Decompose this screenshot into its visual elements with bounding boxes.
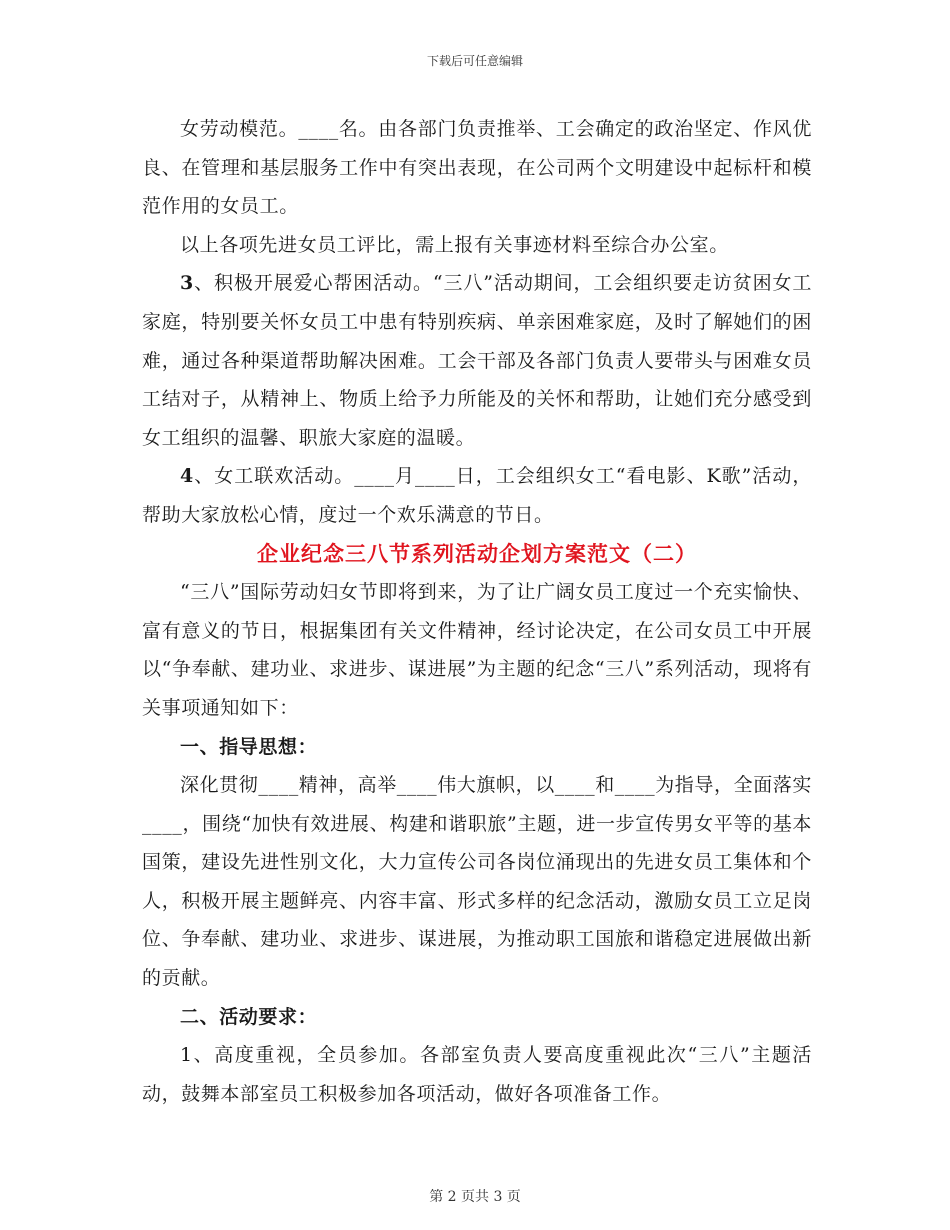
- paragraph-text: 、积极开展爱心帮困活动。“三八”活动期间，工会组织要走访贫困女工家庭，特别要关怀女员工中患有特别疾病、单亲困难家庭，及时了解她们的困难，通过各种渠道帮助解决困难。工会干部及各部门负责人要带头与困难女员工结对子，从精神上、物质上给予力所能及的关怀和帮助，让她们充分感受到女工组织的温馨、职旅大家庭的温暖。: [142, 272, 812, 449]
- section-heading: [142, 998, 812, 1037]
- section-heading: [142, 728, 812, 767]
- page-header: 下载后可任意编辑: [426, 54, 523, 68]
- body-paragraph: 女劳动模范。____名。由各部门负责推举、工会确定的政治坚定、作风优良、在管理和基层服务工作中有突出表现，在公司两个文明建设中起标杆和模范作用的女员工。: [142, 118, 812, 218]
- body-paragraph: 1、高度重视，全员参加。各部室负责人要高度重视此次“三八”主题活动，鼓舞本部室员工积极参加各项活动，做好各项准备工作。: [142, 1044, 812, 1105]
- body-paragraph: [142, 457, 812, 534]
- paragraph-text: 、女工联欢活动。____月____日，工会组织女工“看电影、K歌”活动，帮助大家放松心情，度过一个欢乐满意的节日。: [142, 465, 812, 526]
- page-footer: 第 2 页共 3 页: [429, 1189, 521, 1205]
- list-number: 3: [180, 272, 194, 295]
- body-paragraph: 深化贯彻____精神，高举____伟大旗帜，以____和____为指导，全面落实____，围绕“加快有效进展、构建和谐职旅”主题，进一步宣传男女平等的基本国策，建设先进性别文化，大力宣传公司各岗位涌现出的先进女员工集体和个人，积极开展主题鲜亮、内容丰富、形式多样的纪念活动，激励女员工立足岗位、争奉献、建功业、求进步、谋进展，为推动职工国旅和谐稳定进展做出新的贡献。: [142, 774, 813, 990]
- section-title: 企业纪念三八节系列活动企划方案范文（二）: [257, 540, 697, 566]
- body-paragraph: 以上各项先进女员工评比，需上报有关事迹材料至综合办公室。: [180, 233, 729, 256]
- heading-text: 一、指导思想：: [180, 735, 318, 758]
- document-body: [142, 110, 812, 1113]
- list-number: 4: [180, 465, 194, 488]
- body-paragraph: “三八”国际劳动妇女节即将到来，为了让广阔女员工度过一个充实愉快、富有意义的节日，根据集团有关文件精神，经讨论决定，在公司女员工中开展以“争奉献、建功业、求进步、谋进展”为主题的纪念“三八”系列活动，现将有关事项通知如下：: [142, 581, 812, 719]
- heading-text: 二、活动要求：: [180, 1005, 318, 1028]
- body-paragraph: [142, 264, 812, 457]
